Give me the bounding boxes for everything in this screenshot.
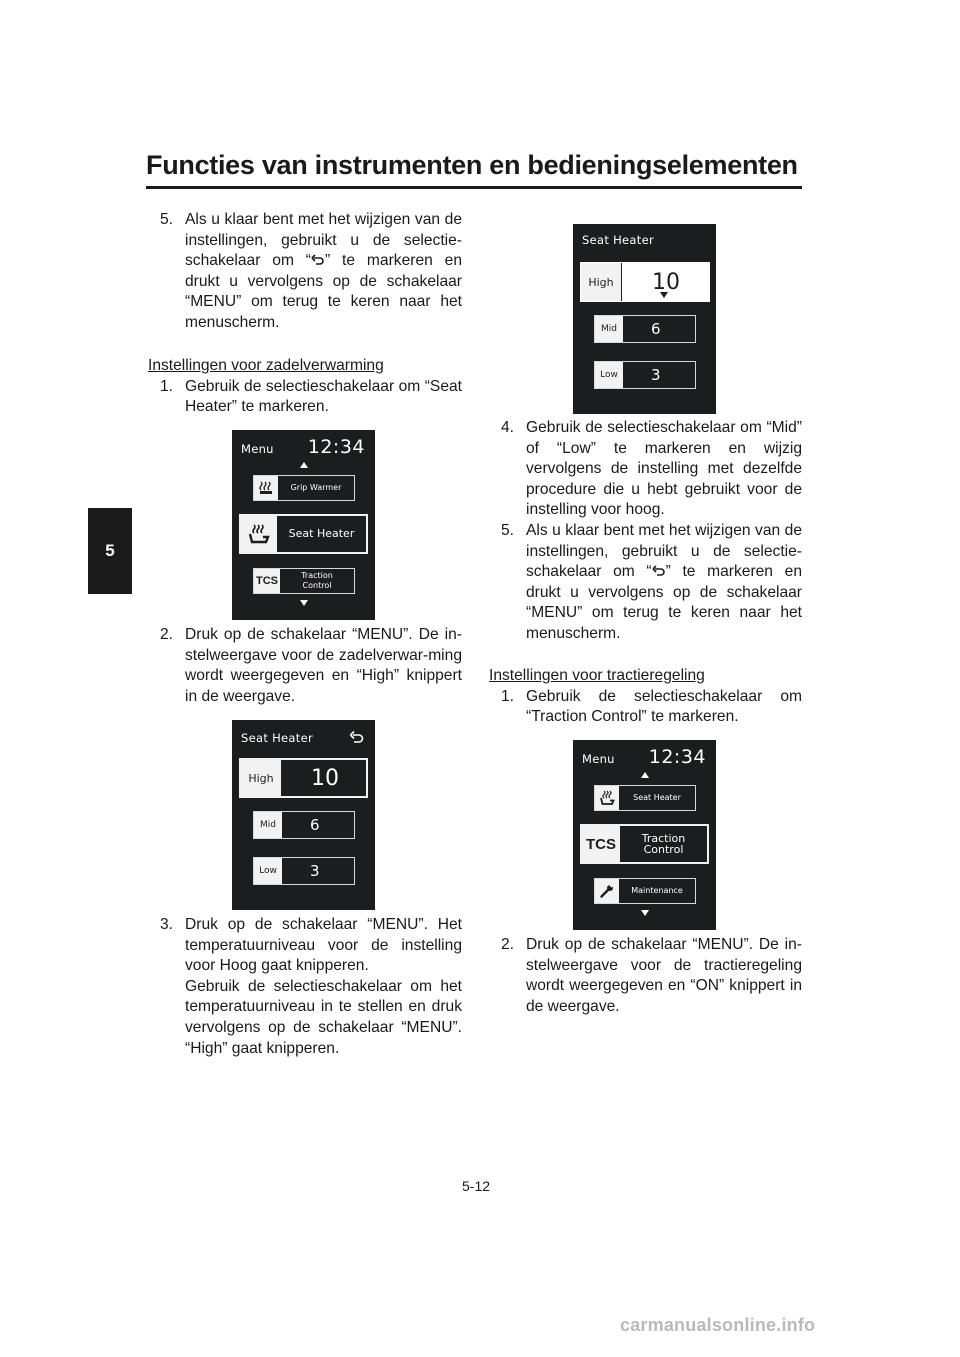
- grip-warmer-icon: [254, 476, 278, 500]
- screen-header: Menu: [241, 442, 274, 456]
- menu-item-label: [280, 571, 354, 591]
- step-text: Gebruik de selectieschakelaar om het temperatuurniveau in te stellen en druk vervolgens op de schakelaar “MENU”. “High” gaat knipperen.: [185, 977, 462, 1057]
- display-menu-screen-2: [573, 740, 716, 930]
- back-icon: [349, 729, 365, 745]
- left-step-2: [148, 625, 462, 707]
- left-step-1: [148, 377, 462, 418]
- seat-heater-icon: [595, 786, 619, 810]
- section-heading: Instellingen voor tractieregeling: [489, 667, 705, 684]
- display-menu-screen: [232, 430, 375, 620]
- step-number: 5.: [501, 521, 515, 539]
- step-number: 5.: [160, 211, 174, 228]
- level-value: 10: [652, 269, 680, 295]
- display-seat-heater-screen: [232, 720, 375, 910]
- step-number: 2.: [501, 936, 515, 953]
- page-number: 5-12: [462, 1178, 491, 1194]
- level-high-highlighted: [580, 262, 710, 302]
- step-number: 2.: [160, 626, 174, 643]
- level-high: [239, 758, 368, 798]
- screen-header: Seat Heater: [241, 731, 313, 745]
- scroll-down-arrow-icon: [300, 600, 308, 606]
- label-line-2: Control: [302, 581, 332, 590]
- menu-item-label: [620, 833, 707, 855]
- section-heading: Instellingen voor zadelverwarming: [148, 357, 384, 374]
- level-value: 10: [311, 765, 339, 791]
- step-text: ” te markeren en drukt u vervolgens op de schakelaar “MENU” om terug te keren naar het menuscherm.: [185, 252, 462, 331]
- level-value: 6: [651, 320, 661, 338]
- chapter-tab: 5: [88, 508, 132, 594]
- adjust-down-arrow-icon: [660, 292, 668, 298]
- level-mid: [594, 315, 696, 343]
- left-step-3-continued: [148, 977, 462, 1059]
- level-value: 3: [310, 862, 320, 880]
- step-text: Druk op de schakelaar “MENU”. Het temperatuurniveau voor de instelling voor Hoog gaat knipperen.: [185, 916, 462, 975]
- back-icon: [311, 253, 325, 267]
- level-value: 6: [310, 816, 320, 834]
- menu-item-label: Maintenance: [631, 886, 683, 895]
- step-text: Gebruik de selectieschakelaar om “Seat Heater” te markeren.: [185, 377, 462, 416]
- step-number: 1.: [501, 687, 515, 705]
- footer-watermark: carmanualsonline.info: [620, 1315, 816, 1335]
- display-seat-heater-screen-2: [573, 224, 716, 414]
- menu-item-seat-heater: [594, 785, 696, 811]
- step-text: Druk op de schakelaar “MENU”. De in-stelweergave voor de zadelverwar-ming wordt weergegeven en “High” knippert in de weergave.: [185, 626, 462, 705]
- scroll-up-arrow-icon: [300, 462, 308, 468]
- left-column: [148, 210, 462, 334]
- right-step-1: [489, 687, 802, 728]
- right-step-4: [489, 418, 802, 521]
- menu-item-label: Grip Warmer: [290, 483, 342, 492]
- level-value: 3: [651, 366, 661, 384]
- level-tag: Low: [595, 362, 623, 388]
- menu-item-label: Seat Heater: [633, 793, 681, 802]
- left-section-heater: [148, 356, 462, 418]
- seat-heater-icon: [241, 516, 277, 552]
- tcs-icon: TCS: [582, 826, 620, 862]
- screen-header: Seat Heater: [582, 233, 654, 247]
- left-step-3-block: [148, 915, 462, 1059]
- level-mid: [253, 811, 355, 839]
- step-text: Als u klaar bent met het wijzigen van de instellingen, gebruikt u de selectie-schakelaar om “: [185, 211, 462, 270]
- left-step-2-block: [148, 625, 462, 707]
- label-line-2: Control: [643, 843, 684, 856]
- right-section-traction: [489, 666, 802, 728]
- scroll-down-arrow-icon: [641, 910, 649, 916]
- label-line-1: Traction: [301, 571, 333, 580]
- scroll-up-arrow-icon: [641, 772, 649, 778]
- step-number: 1.: [160, 377, 174, 395]
- right-step-2: [489, 935, 802, 1017]
- label-line-1: Traction: [641, 832, 686, 845]
- level-tag: Low: [254, 858, 282, 884]
- step-number: 3.: [160, 916, 174, 933]
- step-text: Gebruik de selectieschakelaar om “Mid” of “Low” te markeren en wijzig vervolgens de instelling met dezelfde procedure die u hebt gebruikt voor de instelling voor hoog.: [526, 419, 802, 519]
- step-text: Gebruik de selectieschakelaar om “Traction Control” te markeren.: [526, 687, 802, 726]
- menu-item-traction-control: [253, 568, 355, 594]
- step-text: Druk op de schakelaar “MENU”. De in-stelweergave voor de tractieregeling wordt weergegeven en “ON” knippert in de weergave.: [526, 936, 802, 1015]
- screen-header: Menu: [582, 752, 615, 766]
- step-number: 4.: [501, 419, 515, 436]
- level-tag: Mid: [254, 812, 282, 838]
- step-text: ” te markeren en drukt u vervolgens op de schakelaar “MENU” om terug te keren naar het menuscherm.: [526, 563, 802, 642]
- menu-item-grip-warmer: [253, 475, 355, 501]
- screen-clock: 12:34: [307, 436, 365, 458]
- step-text: Als u klaar bent met het wijzigen van de instellingen, gebruikt u de selectie-schakelaar om “: [526, 521, 802, 581]
- right-step-2-block: [489, 935, 802, 1017]
- left-step-5: [148, 210, 462, 334]
- level-low: [253, 857, 355, 885]
- back-icon: [652, 564, 666, 578]
- wrench-icon: [595, 879, 619, 903]
- level-tag: High: [581, 263, 622, 301]
- page-title: Functies van instrumenten en bedieningselementen: [146, 150, 798, 180]
- title-rule: [146, 186, 802, 189]
- level-tag: High: [241, 760, 281, 796]
- menu-item-traction-control: [580, 824, 709, 864]
- level-tag: Mid: [595, 316, 623, 342]
- menu-item-seat-heater: [239, 514, 368, 554]
- menu-item-label: Seat Heater: [288, 527, 355, 540]
- right-step-5: [489, 521, 802, 645]
- tcs-icon: TCS: [254, 569, 280, 593]
- left-step-3: [148, 915, 462, 977]
- menu-item-maintenance: [594, 878, 696, 904]
- screen-clock: 12:34: [648, 746, 706, 768]
- level-low: [594, 361, 696, 389]
- right-steps-block: [489, 418, 802, 645]
